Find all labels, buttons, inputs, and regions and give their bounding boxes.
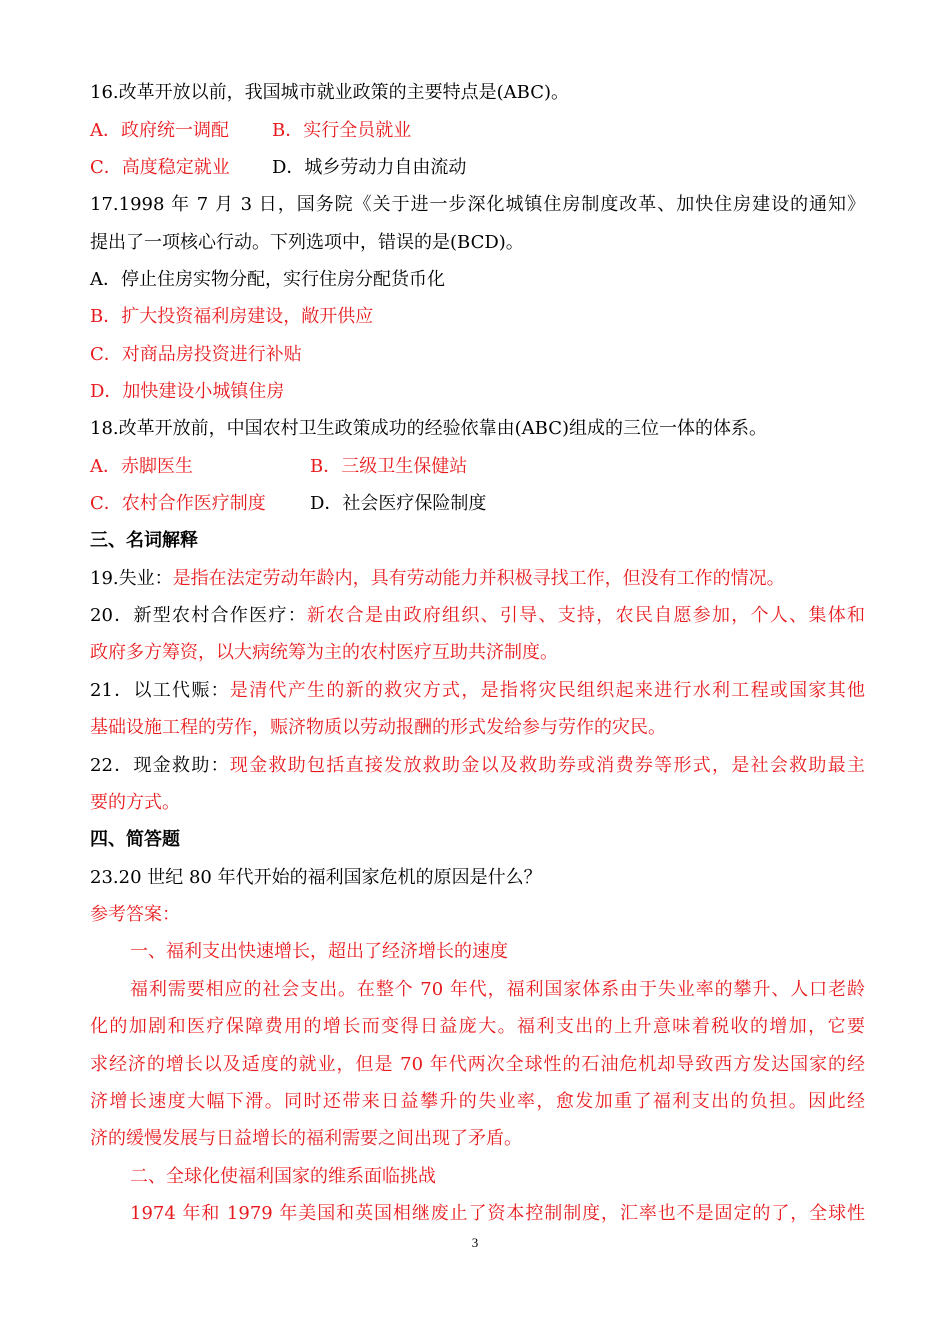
q16-option-b: B．实行全员就业 xyxy=(272,120,412,141)
point2-title: 二、全球化使福利国家的维系面临挑战 xyxy=(130,1166,436,1187)
q20-line1 xyxy=(90,604,865,628)
point1-line3: 求经济的增长以及适度的就业，但是 70 年代两次全球性的石油危机却导致西方发达国家的经 xyxy=(90,1054,865,1075)
q17-option-d: D．加快建设小城镇住房 xyxy=(90,381,285,402)
point1-line2: 化的加剧和医疗保障费用的增长而变得日益庞大。福利支出的上升意味着税收的增加，它要 xyxy=(90,1016,865,1037)
q17-option-a: A．停止住房实物分配，实行住房分配货币化 xyxy=(90,269,445,290)
point1-line1: 福利需要相应的社会支出。在整个 70 年代，福利国家体系由于失业率的攀升、人口老龄 xyxy=(130,979,865,1000)
q22-definition-2: 要的方式。 xyxy=(90,792,180,813)
section-heading-short-answer: 四、简答题 xyxy=(90,829,180,850)
q20-definition-2: 政府多方筹资，以大病统筹为主的农村医疗互助共济制度。 xyxy=(90,642,558,663)
q16-option-a: A．政府统一调配 xyxy=(90,120,229,141)
q18-option-d: D．社会医疗保险制度 xyxy=(310,493,487,514)
q17-option-c: C．对商品房投资进行补贴 xyxy=(90,344,302,365)
q21-definition-1: 是清代产生的新的救灾方式，是指将灾民组织起来进行水利工程或国家其他 xyxy=(229,680,866,701)
q19-term: 19.失业： xyxy=(90,568,173,589)
q16-option-c: C．高度稳定就业 xyxy=(90,157,230,178)
q21-definition-2: 基础设施工程的劳作，赈济物质以劳动报酬的形式发给参与劳作的灾民。 xyxy=(90,717,666,738)
q17-stem-line1: 17.1998 年 7 月 3 日，国务院《关于进一步深化城镇住房制度改革、加快住房建设的通知》 xyxy=(90,194,865,215)
q20-definition-1: 新农合是由政府组织、引导、支持，农民自愿参加，个人、集体和 xyxy=(307,605,866,626)
q22-line1 xyxy=(90,754,865,778)
q19-definition: 是指在法定劳动年龄内，具有劳动能力并积极寻找工作，但没有工作的情况。 xyxy=(172,568,785,589)
point1-line4: 济增长速度大幅下滑。同时还带来日益攀升的失业率，愈发加重了福利支出的负担。因此经 xyxy=(90,1091,865,1112)
q16-option-d: D．城乡劳动力自由流动 xyxy=(272,157,467,178)
q19-paragraph xyxy=(90,567,865,591)
q23-stem: 23.20 世纪 80 年代开始的福利国家危机的原因是什么？ xyxy=(90,867,542,888)
point2-line1: 1974 年和 1979 年美国和英国相继废止了资本控制制度，汇率也不是固定的了，全球性 xyxy=(130,1203,865,1224)
q18-options-row1 xyxy=(90,455,865,479)
q18-option-a: A．赤脚医生 xyxy=(90,456,193,477)
q16-stem: 16.改革开放以前，我国城市就业政策的主要特点是(ABC)。 xyxy=(90,82,570,103)
q16-options-row2 xyxy=(90,156,865,180)
q18-option-c: C．农村合作医疗制度 xyxy=(90,493,266,514)
q18-stem: 18.改革开放前，中国农村卫生政策成功的经验依靠由(ABC)组成的三位一体的体系。 xyxy=(90,418,768,439)
point1-title: 一、福利支出快速增长，超出了经济增长的速度 xyxy=(130,941,508,962)
q22-term: 22．现金救助： xyxy=(90,755,230,776)
q17-option-b: B．扩大投资福利房建设，敞开供应 xyxy=(90,306,374,327)
q17-stem-line2: 提出了一项核心行动。下列选项中，错误的是(BCD)。 xyxy=(90,232,524,253)
q18-options-row2 xyxy=(90,492,865,516)
q22-definition-1: 现金救助包括直接发放救助金以及救助券或消费券等形式，是社会救助最主 xyxy=(229,755,866,776)
q16-options-row1 xyxy=(90,119,865,143)
q18-option-b: B．三级卫生保健站 xyxy=(310,456,468,477)
q20-term: 20．新型农村合作医疗： xyxy=(90,605,308,626)
q21-term: 21．以工代赈： xyxy=(90,680,230,701)
page-number: 3 xyxy=(471,1235,479,1250)
q21-line1 xyxy=(90,679,865,703)
section-heading-terms: 三、名词解释 xyxy=(90,530,198,551)
answer-label: 参考答案： xyxy=(90,904,180,925)
point1-line5: 济的缓慢发展与日益增长的福利需要之间出现了矛盾。 xyxy=(90,1128,522,1149)
